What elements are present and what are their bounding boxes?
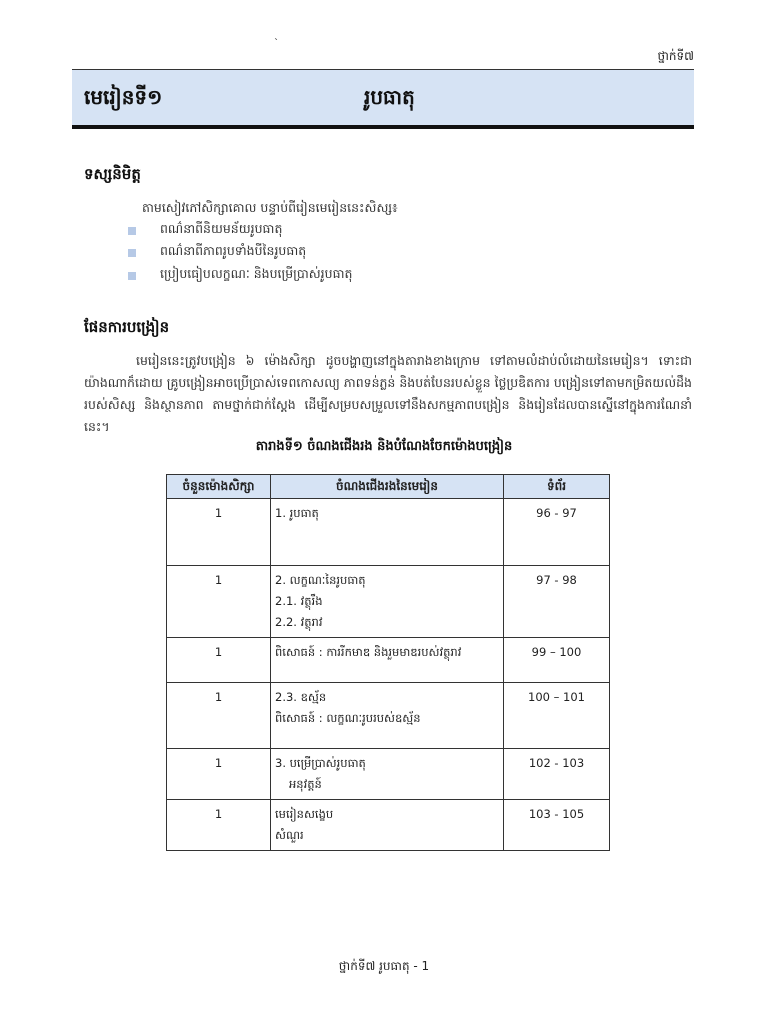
subtitle-line: 1. រូបធាតុ [275, 506, 319, 520]
lesson-number: មេរៀនទី១ [84, 85, 163, 109]
subtitle-line: 2.3. ឧស្ម័ន [275, 690, 327, 704]
subtitle-line: 2.2. វត្ថុរាវ [275, 615, 323, 629]
subtitle-line: អនុវត្តន៍ [289, 777, 322, 791]
cell-periods: 1 [167, 683, 271, 749]
cell-periods: 1 [167, 800, 271, 851]
plan-paragraph [84, 350, 692, 438]
subtitle-line: 3. បម្រើប្រាស់រូបធាតុ [275, 756, 366, 770]
grade-label: ថ្នាក់ទី៧ [657, 49, 694, 63]
cell-subtitle [271, 683, 504, 749]
cell-periods: 1 [167, 499, 271, 566]
cell-pages: 97 - 98 [504, 566, 610, 638]
cell-subtitle [271, 800, 504, 851]
schedule-table [166, 474, 610, 851]
subtitle-line: ពិសោធន៍ : លក្ខណៈរូបរបស់ឧស្ម័ន [275, 711, 421, 725]
cell-subtitle [271, 638, 504, 683]
table-header-row [167, 475, 610, 499]
objectives-intro: តាមសៀវភៅសិក្សាគោល បន្ទាប់ពីរៀនមេរៀននេះសិស្ស៖ [142, 200, 398, 215]
table-row [167, 749, 610, 800]
cell-subtitle [271, 566, 504, 638]
plan-paragraph-text: មេរៀននេះត្រូវបង្រៀន ៦ ម៉ោងសិក្សា ដូចបង្ហាញនៅក្នុងតារាងខាងក្រោម ទៅតាមលំដាប់លំដោយនៃមេរៀន។ ទោះជាយ៉ាងណាក៏ដោយ គ្រូបង្រៀនអាចប្រើប្រាស់ទេពកោសល្យ ភាពទន់ភ្លន់ និងបត់បែនរបស់ខ្លួន ថ្លៃប្រឌិតការ បង្រៀនទៅតាមកម្រិតយល់ដឹងរបស់សិស្ស និងស្ថានភាព តាមថ្នាក់ជាក់ស្តែង ដើម្បីសម្របសម្រួលទៅនឹងសកម្មភាពបង្រៀន និងរៀនដែលបានស្នើនៅក្នុងការណែនាំនេះ។ [84, 353, 692, 434]
subtitle-line: 2.1. វត្ថុរឹង [275, 594, 323, 608]
plan-heading: ផែនការបង្រៀន [84, 318, 170, 336]
subtitle-line: ពិសោធន៍ : ការរីកមាឌ និងរួមមាឌរបស់វត្ថុរាវ [275, 645, 462, 659]
bullet-icon [128, 227, 136, 235]
col-header-subtitles: ចំណងជើងរងនៃមេរៀន [271, 475, 504, 499]
col-header-periods: ចំនួនម៉ោងសិក្សា [167, 475, 271, 499]
objective-item: ពណ៌នាពីនិយមន័យរូបធាតុ [160, 221, 283, 236]
cell-pages: 99 – 100 [504, 638, 610, 683]
objectives-heading: ទស្សនិមិត្ត [84, 165, 141, 183]
page-footer: ថ្នាក់ទី៧ រូបធាតុ - 1 [338, 959, 430, 973]
col-header-pages: ទំព័រ [504, 475, 610, 499]
table-row [167, 499, 610, 566]
table-caption: តារាងទី១ ចំណងជើងរង និងបំណែងចែកម៉ោងបង្រៀន [255, 439, 513, 454]
table-row [167, 800, 610, 851]
lesson-title: រូបធាតុ [364, 85, 415, 109]
table-row [167, 683, 610, 749]
table-row [167, 566, 610, 638]
cell-pages: 102 - 103 [504, 749, 610, 800]
subtitle-line: មេរៀនសង្ខេប [275, 807, 334, 821]
top-mark: ` [274, 38, 279, 49]
bullet-icon [128, 272, 136, 280]
subtitle-line: 2. លក្ខណៈនៃរូបធាតុ [275, 573, 366, 587]
lesson-header-band [72, 69, 694, 129]
cell-subtitle [271, 499, 504, 566]
objective-item: ប្រៀបធៀបលក្ខណៈ និងបម្រើប្រាស់រូបធាតុ [160, 266, 353, 281]
table-row [167, 638, 610, 683]
bullet-icon [128, 249, 136, 257]
cell-pages: 100 – 101 [504, 683, 610, 749]
cell-periods: 1 [167, 749, 271, 800]
cell-periods: 1 [167, 638, 271, 683]
objective-item: ពណ៌នាពីភាពរូបទាំងបីនៃរូបធាតុ [160, 243, 307, 258]
subtitle-line: សំណួរ [275, 828, 304, 842]
cell-subtitle [271, 749, 504, 800]
cell-pages: 96 - 97 [504, 499, 610, 566]
cell-periods: 1 [167, 566, 271, 638]
cell-pages: 103 - 105 [504, 800, 610, 851]
